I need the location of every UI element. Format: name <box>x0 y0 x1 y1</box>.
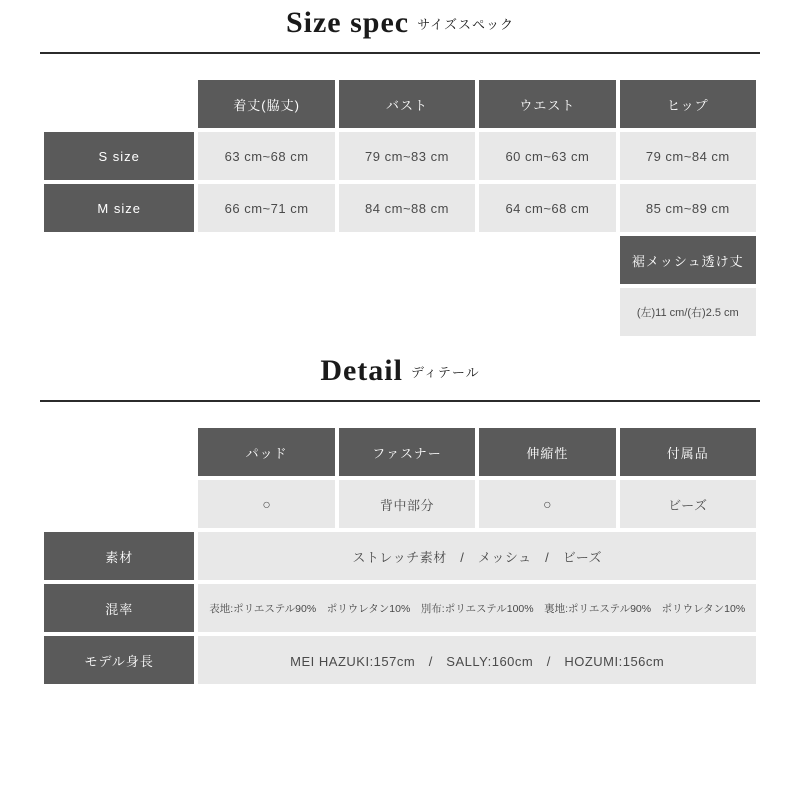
size-spec-title-en: Size spec <box>285 6 410 39</box>
column-header-pad: パッド <box>198 428 334 476</box>
column-header-hip: ヒップ <box>620 80 756 128</box>
cell-s-hip: 79 cm~84 cm <box>620 132 756 180</box>
cell-stretch-value: ○ <box>479 480 615 528</box>
cell-mesh-sheer-length: (左)11 cm/(右)2.5 cm <box>620 288 756 336</box>
table-row <box>44 236 756 284</box>
empty-cell <box>44 236 194 284</box>
cell-composition-value: 表地:ポリエステル90% ポリウレタン10% 別布:ポリエステル100% 裏地:ポリエステル90% ポリウレタン10% <box>198 584 756 632</box>
empty-corner-cell <box>44 428 194 476</box>
cell-s-waist: 60 cm~63 cm <box>479 132 615 180</box>
empty-cell <box>479 236 615 284</box>
table-row <box>44 480 756 528</box>
column-header-mesh-sheer-length: 裾メッシュ透け丈 <box>620 236 756 284</box>
cell-m-waist: 64 cm~68 cm <box>479 184 615 232</box>
table-row <box>44 184 756 232</box>
row-header-composition: 混率 <box>44 584 194 632</box>
detail-title-en: Detail <box>320 354 403 387</box>
column-header-length: 着丈(脇丈) <box>198 80 334 128</box>
cell-zipper-value: 背中部分 <box>339 480 475 528</box>
empty-cell <box>44 288 194 336</box>
detail-heading <box>0 340 800 388</box>
cell-m-length: 66 cm~71 cm <box>198 184 334 232</box>
cell-m-bust: 84 cm~88 cm <box>339 184 475 232</box>
table-row <box>44 428 756 476</box>
row-header-m-size: M size <box>44 184 194 232</box>
empty-cell <box>339 288 475 336</box>
column-header-stretch: 伸縮性 <box>479 428 615 476</box>
size-spec-heading <box>0 0 800 40</box>
size-spec-table <box>40 76 760 340</box>
row-header-s-size: S size <box>44 132 194 180</box>
cell-material-value: ストレッチ素材 / メッシュ / ビーズ <box>198 532 756 580</box>
empty-cell <box>198 236 334 284</box>
column-header-bust: バスト <box>339 80 475 128</box>
detail-title-ja: ディテール <box>410 364 480 380</box>
empty-cell <box>198 288 334 336</box>
detail-table <box>40 424 760 688</box>
cell-pad-value: ○ <box>198 480 334 528</box>
table-row <box>44 584 756 632</box>
spacer <box>0 402 800 424</box>
empty-cell <box>339 236 475 284</box>
empty-cell <box>44 480 194 528</box>
size-spec-title-ja: サイズスペック <box>417 16 515 32</box>
empty-corner-cell <box>44 80 194 128</box>
table-row <box>44 532 756 580</box>
table-row <box>44 636 756 684</box>
column-header-zipper: ファスナー <box>339 428 475 476</box>
cell-s-length: 63 cm~68 cm <box>198 132 334 180</box>
cell-m-hip: 85 cm~89 cm <box>620 184 756 232</box>
row-header-material: 素材 <box>44 532 194 580</box>
column-header-waist: ウエスト <box>479 80 615 128</box>
cell-model-height-value: MEI HAZUKI:157cm / SALLY:160cm / HOZUMI:156cm <box>198 636 756 684</box>
row-header-model-height: モデル身長 <box>44 636 194 684</box>
spacer <box>0 54 800 76</box>
column-header-accessory: 付属品 <box>620 428 756 476</box>
table-row <box>44 288 756 336</box>
cell-accessory-value: ビーズ <box>620 480 756 528</box>
table-row <box>44 132 756 180</box>
empty-cell <box>479 288 615 336</box>
table-row <box>44 80 756 128</box>
cell-s-bust: 79 cm~83 cm <box>339 132 475 180</box>
